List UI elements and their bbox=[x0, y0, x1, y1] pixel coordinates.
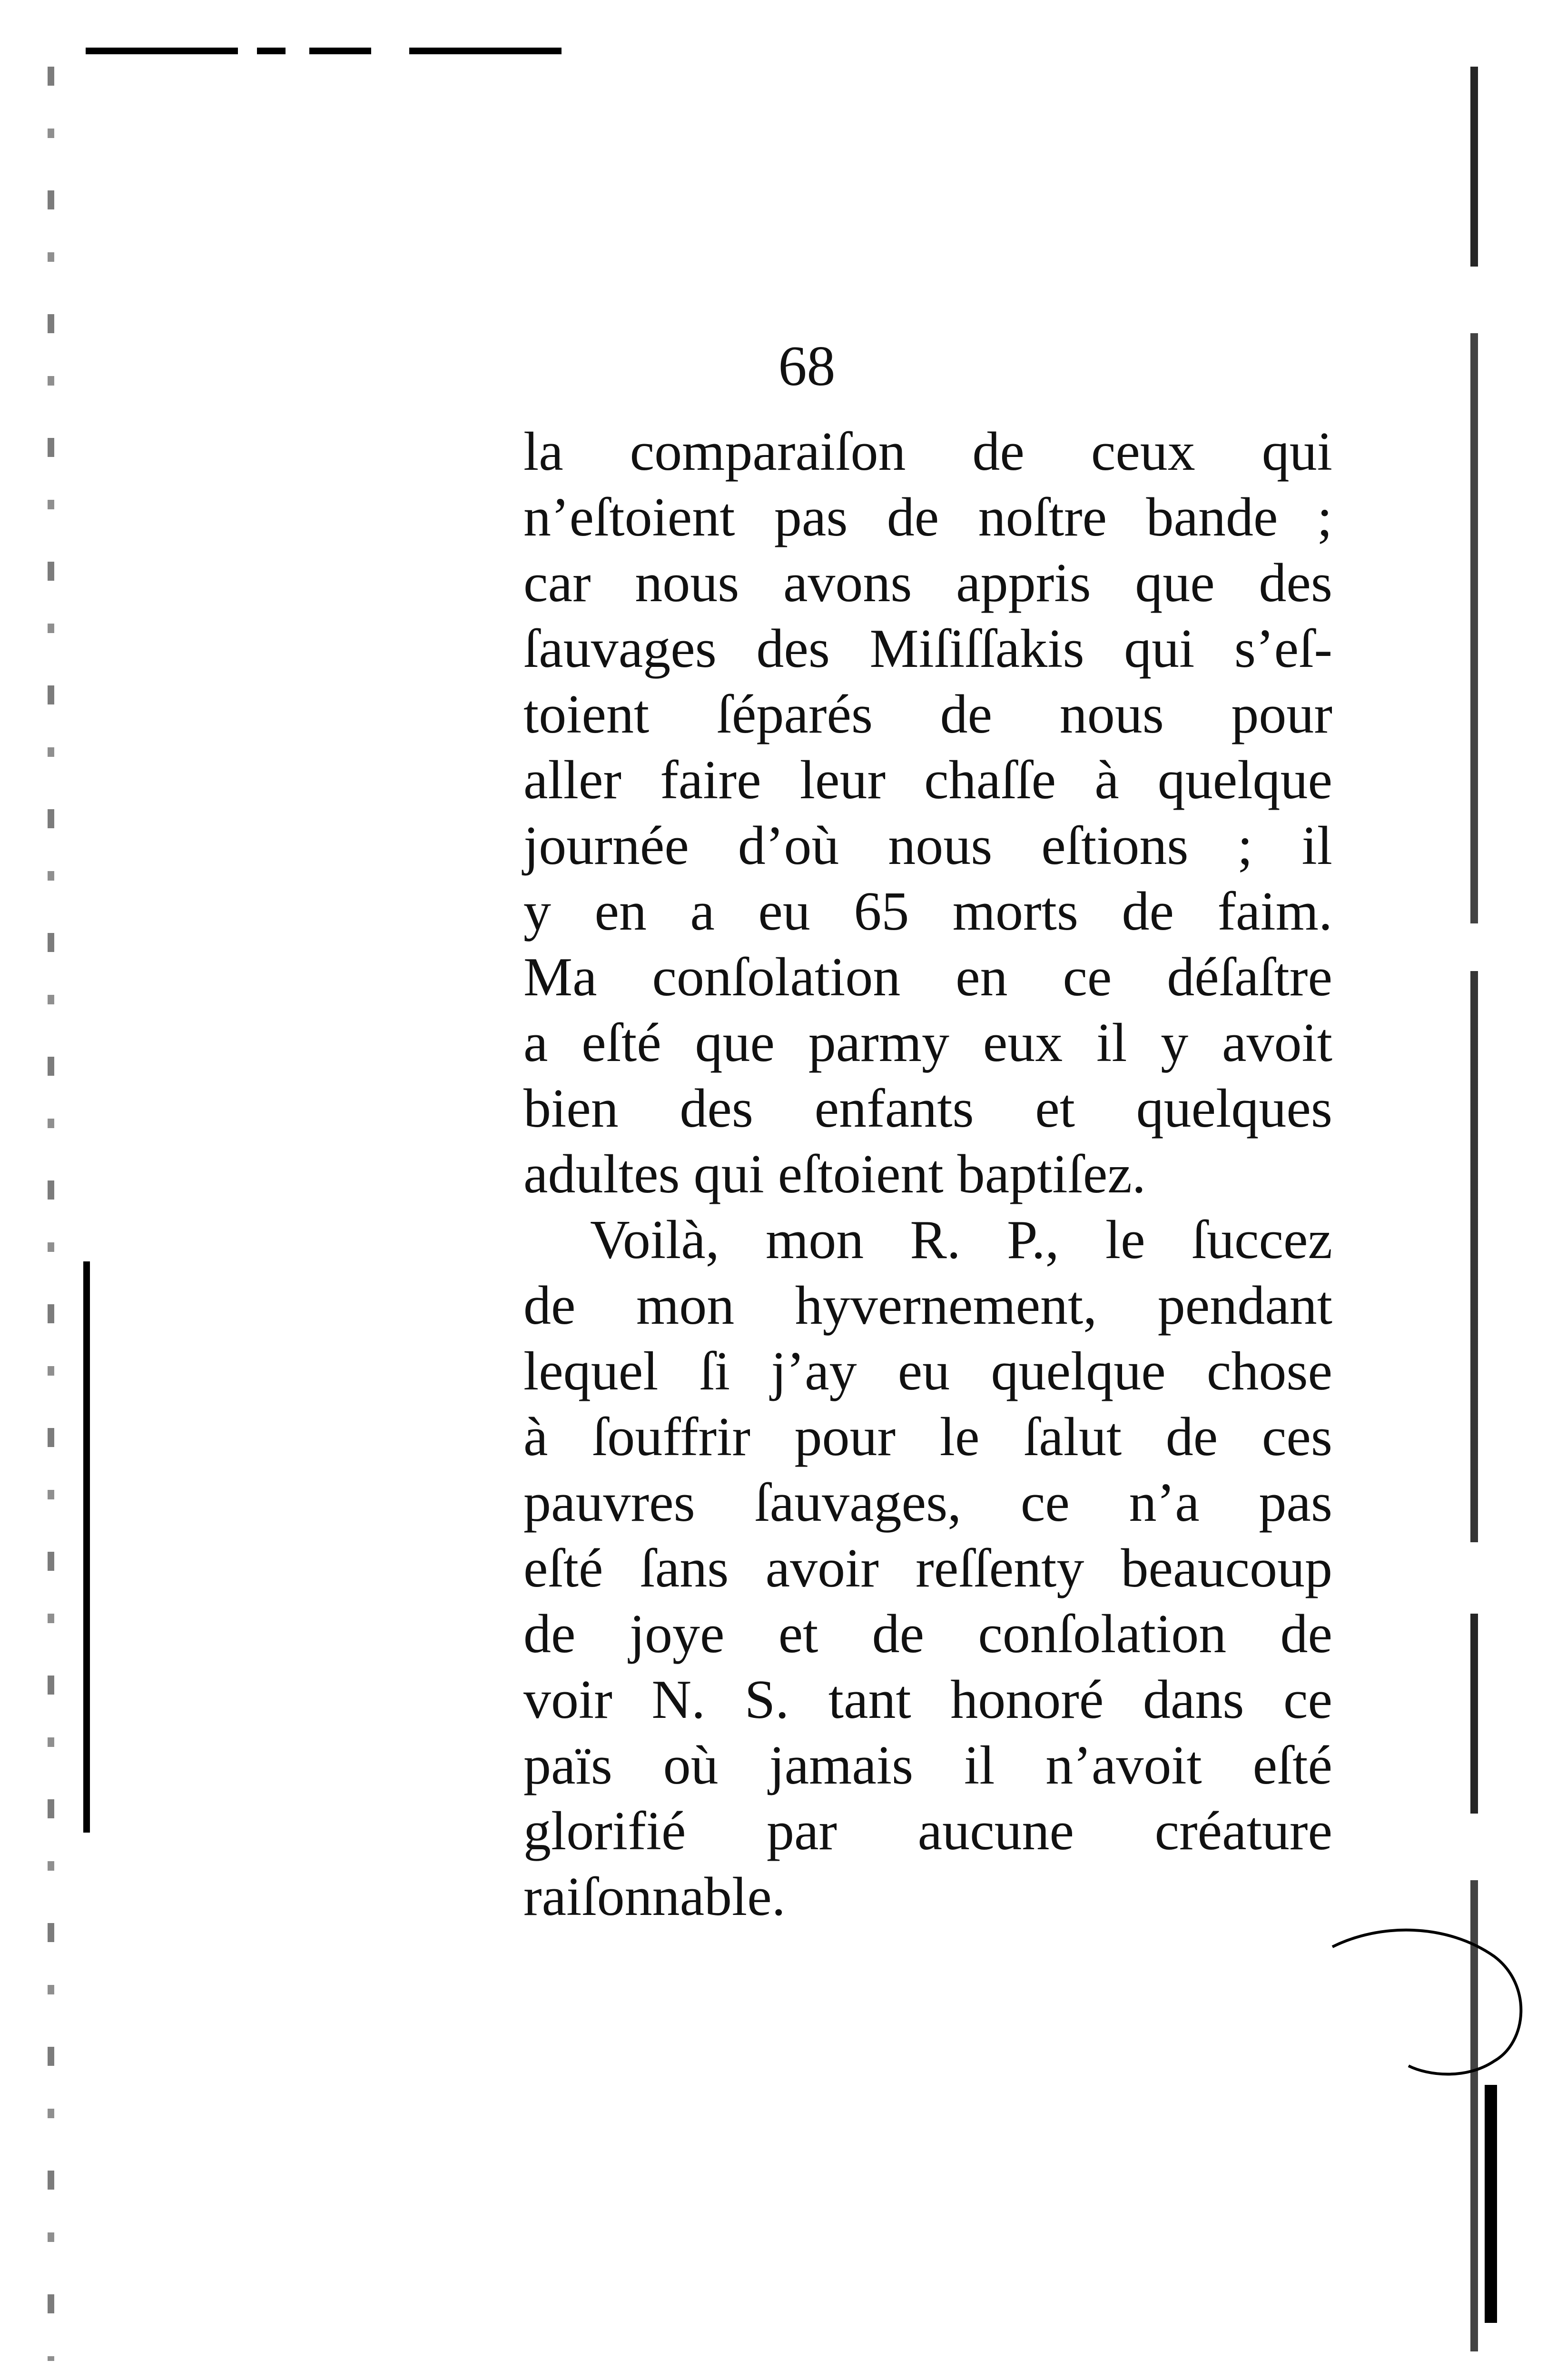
text-line: de joye et de conſolation de bbox=[523, 1604, 1332, 1665]
text-line: toient ſéparés de nous pour bbox=[523, 684, 1332, 745]
text-line: raiſonnable. bbox=[523, 1866, 786, 1927]
text-line: car nous avons appris que des bbox=[523, 553, 1332, 614]
text-line: bien des enfants et quelques bbox=[523, 1078, 1332, 1139]
text-line: y en a eu 65 morts de faim. bbox=[523, 881, 1332, 942]
scan-edge-right-mark bbox=[1485, 2085, 1497, 2323]
text-line: Voilà, mon R. P., le ſuccez bbox=[590, 1210, 1332, 1270]
text-line: voir N. S. tant honoré dans ce bbox=[523, 1669, 1332, 1730]
text-line: pauvres ſauvages, ce n’a pas bbox=[523, 1472, 1332, 1533]
text-line: Ma conſolation en ce déſaſtre bbox=[523, 947, 1332, 1008]
text-line: aller faire leur chaſſe à quelque bbox=[523, 750, 1332, 811]
text-line: n’eſtoient pas de noſtre bande ; bbox=[523, 487, 1332, 548]
text-line: ſauvages des Miſiſſakis qui s’eſ- bbox=[523, 618, 1332, 679]
scan-edge-left bbox=[48, 67, 54, 2361]
text-line: lequel ſi j’ay eu quelque chose bbox=[523, 1341, 1332, 1402]
text-line: eſté ſans avoir reſſenty beaucoup bbox=[523, 1538, 1332, 1599]
text-line: à ſouffrir pour le ſalut de ces bbox=[523, 1407, 1332, 1468]
text-line: païs où jamais il n’avoit eſté bbox=[523, 1735, 1332, 1796]
scan-edge-left-mark bbox=[83, 1261, 90, 1833]
scan-edge-top bbox=[86, 48, 562, 54]
text-line: journée d’où nous eſtions ; il bbox=[523, 815, 1332, 876]
text-line: adultes qui eſtoient baptiſez. bbox=[523, 1144, 1146, 1205]
text-line: la comparaiſon de ceux qui bbox=[523, 421, 1332, 482]
text-line: glorifié par aucune créature bbox=[523, 1801, 1332, 1862]
body-text bbox=[523, 419, 1332, 1930]
text-line: de mon hyvernement, pendant bbox=[523, 1275, 1332, 1336]
page-number: 68 bbox=[778, 334, 836, 397]
text-line: a eſté que parmy eux il y avoit bbox=[523, 1012, 1332, 1073]
page-curl-mark bbox=[1323, 1904, 1542, 2104]
